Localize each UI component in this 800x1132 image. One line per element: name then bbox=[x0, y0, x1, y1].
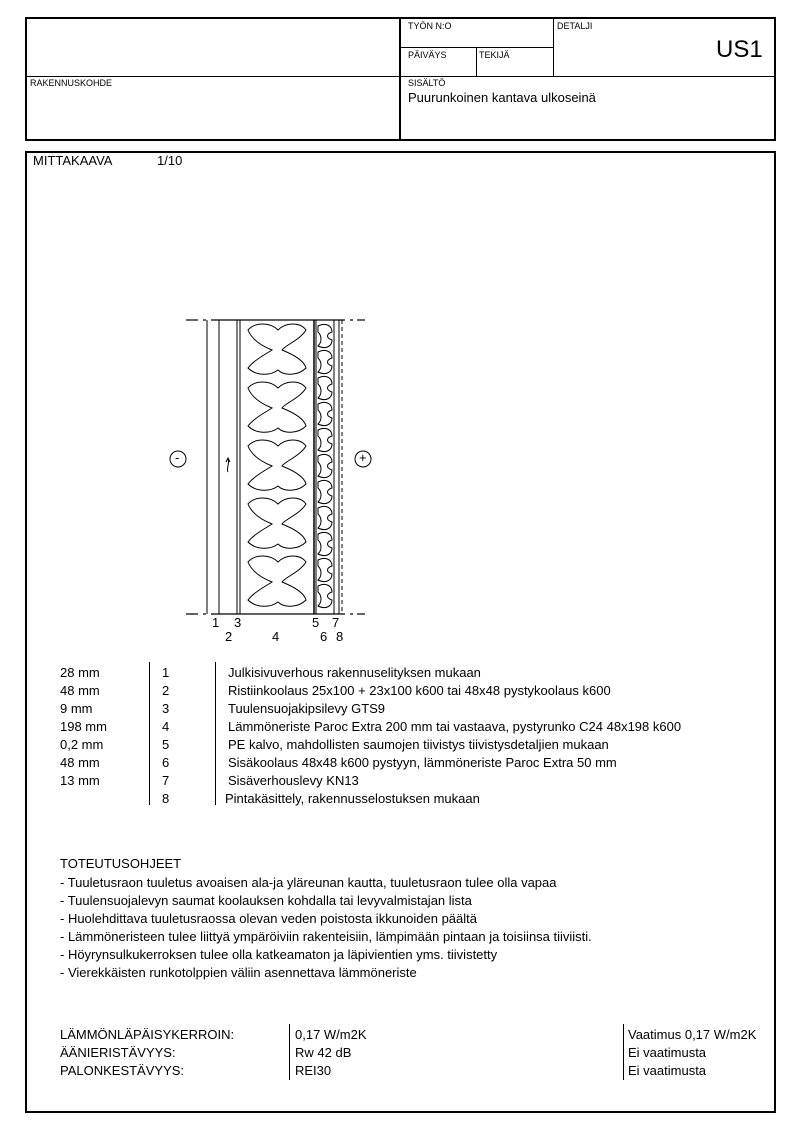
instruction-item: - Tuulensuojalevyn saumat koolauksen kohdalla tai levyvalmistajan lista bbox=[60, 893, 472, 908]
property-label: PALONKESTÄVYYS: bbox=[60, 1063, 185, 1078]
layer-thickness: 9 mm bbox=[60, 701, 93, 716]
property-value: 0,17 W/m2K bbox=[295, 1027, 367, 1042]
instruction-item: - Huolehdittava tuuletusraossa olevan veden poistosta ikkunoiden päältä bbox=[60, 911, 477, 926]
properties-divider bbox=[289, 1024, 290, 1080]
layer-number: 4 bbox=[162, 719, 170, 734]
layer-number: 3 bbox=[162, 701, 170, 716]
layer-thickness: 28 mm bbox=[60, 665, 100, 680]
layer-description: Ristiinkoolaus 25x100 + 23x100 k600 tai 48x48 pystykoolaus k600 bbox=[228, 683, 611, 698]
layer-thickness: 48 mm bbox=[60, 683, 100, 698]
layer-thickness: 48 mm bbox=[60, 755, 100, 770]
exterior-minus-symbol: - bbox=[175, 450, 180, 465]
work-number-label: TYÖN N:O bbox=[408, 21, 452, 31]
properties-divider bbox=[623, 1024, 624, 1080]
layer-lines bbox=[207, 320, 339, 614]
property-label: ÄÄNIERISTÄVYYS: bbox=[60, 1045, 176, 1060]
layer-number-3: 3 bbox=[234, 615, 242, 630]
layer-description: Tuulensuojakipsilevy GTS9 bbox=[228, 701, 386, 716]
property-value: Rw 42 dB bbox=[295, 1045, 352, 1060]
detail-code: US1 bbox=[716, 36, 763, 63]
layer-description: Julkisivuverhous rakennuselityksen mukaan bbox=[228, 665, 481, 680]
layer-thickness: 198 mm bbox=[60, 719, 107, 734]
instruction-item: - Höyrynsulkukerroksen tulee olla katkeamaton ja läpivientien yms. tiivistetty bbox=[60, 947, 498, 962]
layer-number: 8 bbox=[162, 791, 170, 806]
layer-number-1: 1 bbox=[212, 615, 220, 630]
layer-description: Pintakäsittely, rakennusselostuksen mukaan bbox=[225, 791, 480, 806]
date-label: PÄIVÄYS bbox=[408, 50, 447, 60]
layer-number: 1 bbox=[162, 665, 170, 680]
layer-table-divider bbox=[215, 662, 216, 805]
scale-value: 1/10 bbox=[157, 153, 183, 168]
detail-label: DETALJI bbox=[557, 21, 593, 31]
author-label: TEKIJÄ bbox=[479, 50, 510, 60]
layer-thickness: 0,2 mm bbox=[60, 737, 104, 752]
inner-insulation-pattern bbox=[318, 324, 332, 607]
property-label: LÄMMÖNLÄPÄISYKERROIN: bbox=[60, 1027, 235, 1042]
layer-number-8: 8 bbox=[336, 629, 344, 644]
instructions-title: TOTEUTUSOHJEET bbox=[60, 856, 182, 871]
layer-number: 5 bbox=[162, 737, 170, 752]
layer-description: Lämmöneriste Paroc Extra 200 mm tai vastaava, pystyrunko C24 48x198 k600 bbox=[228, 719, 682, 734]
scale-label: MITTAKAAVA bbox=[33, 153, 113, 168]
main-insulation-pattern bbox=[248, 324, 306, 606]
content-label: SISÄLTÖ bbox=[408, 78, 446, 88]
building-label: RAKENNUSKOHDE bbox=[30, 78, 113, 88]
layer-description: Sisäverhouslevy KN13 bbox=[228, 773, 359, 788]
airflow-arrow bbox=[226, 458, 230, 472]
interior-plus-symbol: + bbox=[359, 450, 367, 465]
layer-thickness: 13 mm bbox=[60, 773, 100, 788]
layer-description: Sisäkoolaus 48x48 k600 pystyyn, lämmöneriste Paroc Extra 50 mm bbox=[228, 755, 617, 770]
property-value: REI30 bbox=[295, 1063, 332, 1078]
layer-number: 6 bbox=[162, 755, 170, 770]
content-title: Puurunkoinen kantava ulkoseinä bbox=[408, 90, 596, 105]
layer-number-4: 4 bbox=[272, 629, 280, 644]
layer-number-5: 5 bbox=[312, 615, 320, 630]
instruction-item: - Lämmöneristeen tulee liittyä ympäröiviin rakenteisiin, lämpimään pintaan ja toisiinsa tiiviisti. bbox=[60, 929, 592, 944]
property-requirement: Ei vaatimusta bbox=[628, 1045, 707, 1060]
instruction-item: - Tuuletusraon tuuletus avoaisen ala-ja yläreunan kautta, tuuletusraon tulee olla vapaa bbox=[60, 875, 557, 890]
layer-description: PE kalvo, mahdollisten saumojen tiivistys tiivistysdetaljien mukaan bbox=[228, 737, 609, 752]
property-requirement: Ei vaatimusta bbox=[628, 1063, 707, 1078]
layer-number: 7 bbox=[162, 773, 170, 788]
layer-number: 2 bbox=[162, 683, 170, 698]
layer-table-divider bbox=[149, 662, 150, 805]
layer-number-6: 6 bbox=[320, 629, 328, 644]
property-requirement: Vaatimus 0,17 W/m2K bbox=[628, 1027, 757, 1042]
instruction-item: - Vierekkäisten runkotolppien väliin asennettava lämmöneriste bbox=[60, 965, 417, 980]
layer-number-7: 7 bbox=[332, 615, 340, 630]
layer-number-2: 2 bbox=[225, 629, 233, 644]
